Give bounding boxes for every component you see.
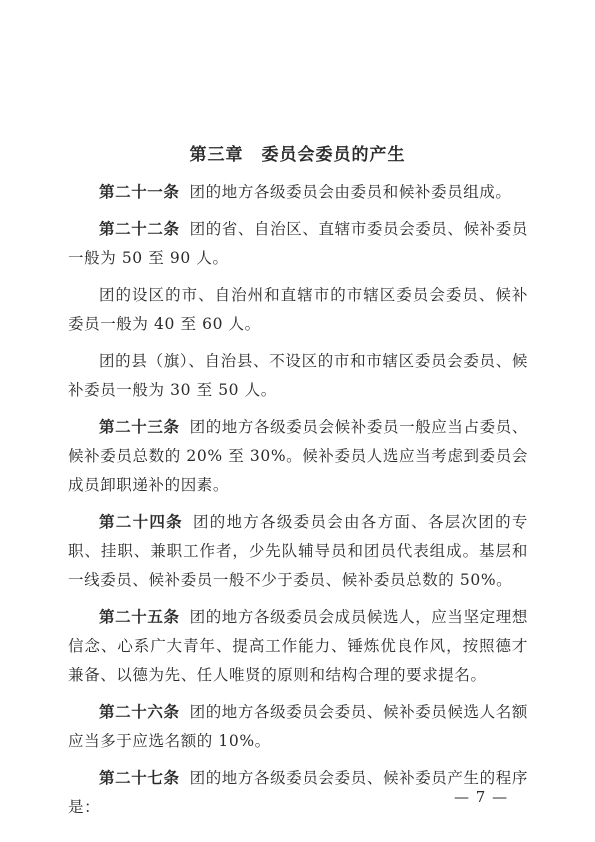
page-number: — 7 —	[454, 788, 509, 806]
article-number: 第二十二条	[99, 220, 180, 238]
article-paragraph	[68, 698, 528, 756]
article-text: 团的地方各级委员会委员、候补委员候选人名额应当多于应选名额的 10%。	[68, 703, 528, 750]
article-text: 团的地方各级委员会成员候选人，应当坚定理想信念、心系广大青年、提高工作能力、锤炼优良作风，按照德才兼备、以德为先、任人唯贤的原则和结构合理的要求提名。	[68, 608, 528, 684]
article-paragraph	[68, 508, 528, 595]
article-number: 第二十一条	[99, 183, 180, 201]
article-text: 团的县（旗）、自治县、不设区的市和市辖区委员会委员、候补委员一般为 30 至 50 人。	[68, 352, 528, 399]
article-number: 第二十五条	[99, 608, 180, 626]
article-paragraph	[68, 281, 528, 339]
article-paragraph	[68, 178, 528, 207]
article-body	[68, 178, 528, 830]
article-paragraph	[68, 215, 528, 273]
article-text: 团的地方各级委员会由各方面、各层次团的专职、挂职、兼职工作者，少先队辅导员和团员代表组成。基层和一线委员、候补委员一般不少于委员、候补委员总数的 50%。	[68, 513, 528, 589]
article-text: 团的地方各级委员会委员、候补委员产生的程序是：	[68, 769, 528, 816]
article-text: 团的地方各级委员会候补委员一般应当占委员、候补委员总数的 20% 至 30%。候补委员人选应当考虑到委员会成员卸职递补的因素。	[68, 418, 528, 494]
article-paragraph	[68, 413, 528, 500]
article-paragraph	[68, 347, 528, 405]
article-number: 第二十三条	[99, 418, 180, 436]
article-number: 第二十七条	[99, 769, 180, 787]
article-paragraph	[68, 603, 528, 690]
article-text: 团的省、自治区、直辖市委员会委员、候补委员一般为 50 至 90 人。	[68, 220, 528, 267]
article-number: 第二十六条	[99, 703, 180, 721]
article-text: 团的设区的市、自治州和直辖市的市辖区委员会委员、候补委员一般为 40 至 60 人。	[68, 286, 528, 333]
chapter-title: 委员会委员的产生	[261, 145, 406, 165]
chapter-number: 第三章	[189, 145, 244, 165]
article-text: 团的地方各级委员会由委员和候补委员组成。	[189, 183, 512, 201]
article-number: 第二十四条	[99, 513, 183, 531]
chapter-heading	[0, 140, 595, 165]
